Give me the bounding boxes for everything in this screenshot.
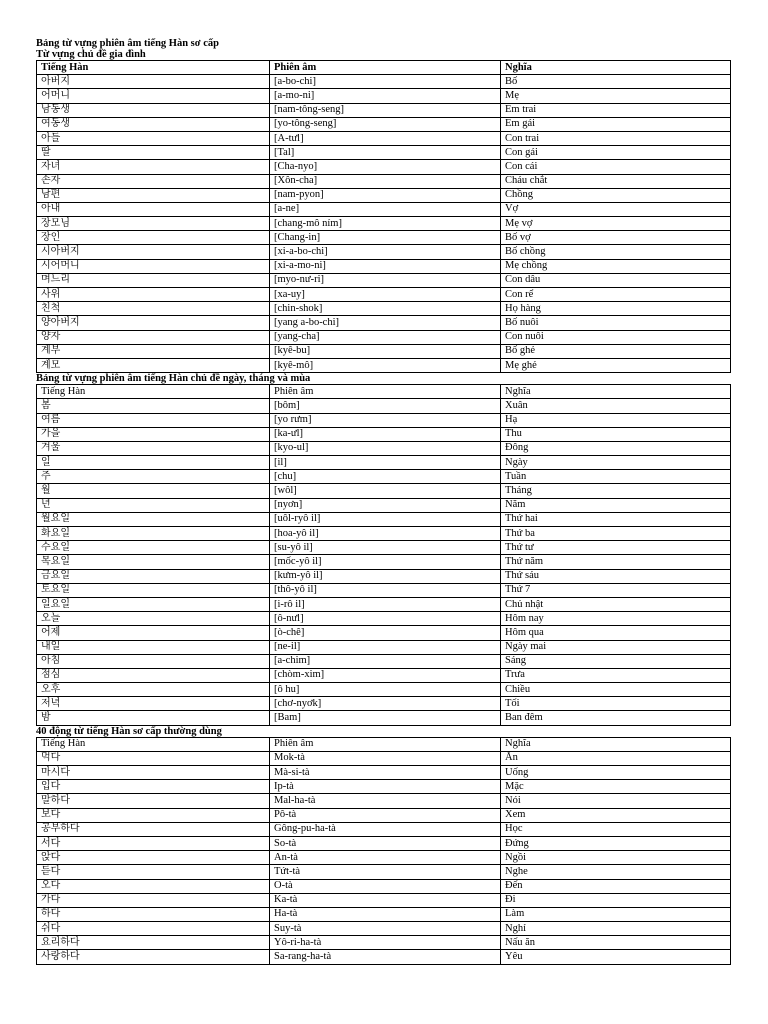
table-row: [37, 654, 731, 668]
cell-pronunciation: [hoa-yô il]: [270, 527, 501, 541]
cell-korean: 쉬다: [37, 922, 270, 936]
table-row: [37, 766, 731, 780]
cell-korean: 먹다: [37, 751, 270, 765]
header-pronunciation: Phiên âm: [270, 61, 501, 75]
cell-meaning: Con nuôi: [501, 330, 731, 344]
table-row: [37, 569, 731, 583]
cell-pronunciation: [chu]: [270, 470, 501, 484]
cell-korean: 장모님: [37, 217, 270, 231]
table-row: [37, 498, 731, 512]
table-row: [37, 751, 731, 765]
cell-pronunciation: Mà-si-tà: [270, 766, 501, 780]
cell-pronunciation: [uôl-ryô il]: [270, 512, 501, 526]
cell-meaning: Trưa: [501, 668, 731, 682]
cell-meaning: Đông: [501, 441, 731, 455]
table-row: [37, 344, 731, 358]
cell-pronunciation: [thô-yô il]: [270, 583, 501, 597]
cell-pronunciation: [bôm]: [270, 399, 501, 413]
table-row: [37, 879, 731, 893]
cell-meaning: Thứ 7: [501, 583, 731, 597]
cell-meaning: Đến: [501, 879, 731, 893]
table-row: [37, 711, 731, 725]
table-row: [37, 484, 731, 498]
header-korean: Tiếng Hàn: [37, 737, 270, 751]
cell-meaning: Sáng: [501, 654, 731, 668]
cell-korean: 양아버지: [37, 316, 270, 330]
cell-pronunciation: Tứt-tà: [270, 865, 501, 879]
table-row: [37, 780, 731, 794]
cell-meaning: Ngày: [501, 456, 731, 470]
cell-pronunciation: [a-bo-chi]: [270, 75, 501, 89]
cell-pronunciation: [yang-cha]: [270, 330, 501, 344]
cell-korean: 사위: [37, 288, 270, 302]
table-row: [37, 470, 731, 484]
cell-meaning: Họ hàng: [501, 302, 731, 316]
cell-korean: 월: [37, 484, 270, 498]
cell-meaning: Thứ ba: [501, 527, 731, 541]
table-header-row: [37, 61, 731, 75]
cell-pronunciation: [Xôn-cha]: [270, 174, 501, 188]
cell-korean: 여동생: [37, 117, 270, 131]
cell-meaning: Chiều: [501, 683, 731, 697]
cell-pronunciation: [ka-ưl]: [270, 427, 501, 441]
cell-meaning: Uống: [501, 766, 731, 780]
cell-pronunciation: [ò-chê]: [270, 626, 501, 640]
cell-pronunciation: [ne-il]: [270, 640, 501, 654]
cell-korean: 수요일: [37, 541, 270, 555]
cell-pronunciation: [mốc-yô il]: [270, 555, 501, 569]
cell-pronunciation: [chòm-xim]: [270, 668, 501, 682]
cell-meaning: Nghe: [501, 865, 731, 879]
table-header-row: [37, 737, 731, 751]
cell-korean: 겨울: [37, 441, 270, 455]
cell-meaning: Mẹ ghẻ: [501, 358, 731, 372]
cell-meaning: Mẹ: [501, 89, 731, 103]
table-row: [37, 456, 731, 470]
table-row: [37, 936, 731, 950]
cell-pronunciation: [nam-pyon]: [270, 188, 501, 202]
table-row: [37, 89, 731, 103]
cell-korean: 어머니: [37, 89, 270, 103]
cell-meaning: Thứ năm: [501, 555, 731, 569]
table-row: [37, 302, 731, 316]
cell-pronunciation: Gông-pu-ha-tà: [270, 822, 501, 836]
cell-korean: 일: [37, 456, 270, 470]
cell-korean: 공부하다: [37, 822, 270, 836]
cell-meaning: Thứ tư: [501, 541, 731, 555]
cell-meaning: Chủ nhật: [501, 597, 731, 611]
cell-pronunciation: [Cha-nyo]: [270, 160, 501, 174]
cell-meaning: Yêu: [501, 950, 731, 964]
cell-korean: 서다: [37, 836, 270, 850]
cell-korean: 일요일: [37, 597, 270, 611]
cell-meaning: Ngày mai: [501, 640, 731, 654]
cell-pronunciation: [xi-a-bo-chi]: [270, 245, 501, 259]
cell-korean: 입다: [37, 780, 270, 794]
table-row: [37, 103, 731, 117]
cell-pronunciation: O-tà: [270, 879, 501, 893]
cell-pronunciation: [Bam]: [270, 711, 501, 725]
cell-korean: 화요일: [37, 527, 270, 541]
cell-meaning: Nói: [501, 794, 731, 808]
cell-meaning: Chồng: [501, 188, 731, 202]
cell-korean: 하다: [37, 907, 270, 921]
cell-meaning: Con dâu: [501, 273, 731, 287]
cell-meaning: Xem: [501, 808, 731, 822]
section-heading-verbs: 40 động từ tiếng Hàn sơ cấp thường dùng: [36, 725, 222, 737]
cell-korean: 계모: [37, 358, 270, 372]
table-row: [37, 427, 731, 441]
cell-pronunciation: [yo-tông-seng]: [270, 117, 501, 131]
cell-korean: 오늘: [37, 612, 270, 626]
table-row: [37, 612, 731, 626]
table-row: [37, 174, 731, 188]
cell-korean: 사랑하다: [37, 950, 270, 964]
cell-korean: 시아버지: [37, 245, 270, 259]
cell-meaning: Thứ sáu: [501, 569, 731, 583]
cell-meaning: Tuần: [501, 470, 731, 484]
cell-korean: 여름: [37, 413, 270, 427]
cell-pronunciation: [A-tưl]: [270, 131, 501, 145]
table-row: [37, 583, 731, 597]
cell-pronunciation: Suy-tà: [270, 922, 501, 936]
cell-korean: 년: [37, 498, 270, 512]
cell-meaning: Xuân: [501, 399, 731, 413]
cell-pronunciation: [kyê-bu]: [270, 344, 501, 358]
table-row: [37, 697, 731, 711]
cell-pronunciation: [kyê-mô]: [270, 358, 501, 372]
cell-pronunciation: [chơ-nyơk]: [270, 697, 501, 711]
cell-meaning: Đứng: [501, 836, 731, 850]
cell-korean: 토요일: [37, 583, 270, 597]
table-row: [37, 75, 731, 89]
table-row: [37, 922, 731, 936]
table-row: [37, 117, 731, 131]
cell-korean: 밤: [37, 711, 270, 725]
cell-pronunciation: [il]: [270, 456, 501, 470]
cell-meaning: Thứ hai: [501, 512, 731, 526]
cell-meaning: Tháng: [501, 484, 731, 498]
cell-meaning: Tối: [501, 697, 731, 711]
table-row: [37, 131, 731, 145]
cell-pronunciation: [myo-nư-ri]: [270, 273, 501, 287]
cell-korean: 점심: [37, 668, 270, 682]
cell-pronunciation: Ha-tà: [270, 907, 501, 921]
cell-pronunciation: [chang-mô ním]: [270, 217, 501, 231]
cell-meaning: Em trai: [501, 103, 731, 117]
cell-korean: 앉다: [37, 851, 270, 865]
table-row: [37, 950, 731, 964]
cell-meaning: Ăn: [501, 751, 731, 765]
cell-meaning: Ngồi: [501, 851, 731, 865]
cell-korean: 마시다: [37, 766, 270, 780]
cell-pronunciation: [a-chim]: [270, 654, 501, 668]
cell-meaning: Bố: [501, 75, 731, 89]
table-row: [37, 245, 731, 259]
table-row: [37, 626, 731, 640]
table-row: [37, 231, 731, 245]
cell-meaning: Bố vợ: [501, 231, 731, 245]
cell-korean: 며느리: [37, 273, 270, 287]
table-row: [37, 273, 731, 287]
section-heading-days-months-seasons: Bảng từ vựng phiên âm tiếng Hàn chủ đề ngày, tháng và mùa: [36, 373, 311, 385]
cell-korean: 남동생: [37, 103, 270, 117]
cell-meaning: Hôm qua: [501, 626, 731, 640]
cell-korean: 어제: [37, 626, 270, 640]
table-row: [37, 316, 731, 330]
table-row: [37, 907, 731, 921]
table-row: [37, 640, 731, 654]
table-row: [37, 541, 731, 555]
table-row: [37, 836, 731, 850]
cell-pronunciation: Ip-tà: [270, 780, 501, 794]
cell-korean: 아내: [37, 202, 270, 216]
cell-pronunciation: An-tà: [270, 851, 501, 865]
cell-korean: 봄: [37, 399, 270, 413]
table-row: [37, 597, 731, 611]
cell-pronunciation: [su-yô il]: [270, 541, 501, 555]
cell-meaning: Con rể: [501, 288, 731, 302]
cell-meaning: Mẹ chồng: [501, 259, 731, 273]
table-row: [37, 865, 731, 879]
cell-korean: 딸: [37, 146, 270, 160]
cell-meaning: Vợ: [501, 202, 731, 216]
cell-pronunciation: [yo rưm]: [270, 413, 501, 427]
cell-korean: 남편: [37, 188, 270, 202]
document-title: Bảng từ vựng phiên âm tiếng Hàn sơ cấp: [36, 38, 219, 49]
header-meaning: Nghĩa: [501, 385, 731, 399]
cell-pronunciation: [xa-uy]: [270, 288, 501, 302]
header-meaning: Nghĩa: [501, 61, 731, 75]
cell-meaning: Hạ: [501, 413, 731, 427]
cell-meaning: Bố chồng: [501, 245, 731, 259]
cell-meaning: Con cái: [501, 160, 731, 174]
cell-pronunciation: Mok-tà: [270, 751, 501, 765]
cell-meaning: Đi: [501, 893, 731, 907]
cell-meaning: Mặc: [501, 780, 731, 794]
cell-korean: 말하다: [37, 794, 270, 808]
cell-pronunciation: [yang a-bo-chi]: [270, 316, 501, 330]
cell-korean: 내일: [37, 640, 270, 654]
cell-korean: 아침: [37, 654, 270, 668]
table-row: [37, 794, 731, 808]
cell-pronunciation: [nyơn]: [270, 498, 501, 512]
cell-korean: 친척: [37, 302, 270, 316]
verbs-table: [36, 737, 731, 965]
cell-korean: 오다: [37, 879, 270, 893]
cell-korean: 손자: [37, 174, 270, 188]
table-row: [37, 851, 731, 865]
table-row: [37, 527, 731, 541]
cell-korean: 월요일: [37, 512, 270, 526]
cell-korean: 양자: [37, 330, 270, 344]
table-row: [37, 441, 731, 455]
table-row: [37, 512, 731, 526]
cell-pronunciation: Yô-ri-ha-tà: [270, 936, 501, 950]
cell-pronunciation: Sa-rang-ha-tà: [270, 950, 501, 964]
cell-meaning: Bố ghẻ: [501, 344, 731, 358]
cell-korean: 요리하다: [37, 936, 270, 950]
table-row: [37, 330, 731, 344]
cell-pronunciation: [wôl]: [270, 484, 501, 498]
header-pronunciation: Phiên âm: [270, 385, 501, 399]
cell-korean: 저녁: [37, 697, 270, 711]
cell-korean: 보다: [37, 808, 270, 822]
document: [36, 38, 730, 965]
cell-pronunciation: Ka-tà: [270, 893, 501, 907]
table-row: [37, 808, 731, 822]
cell-pronunciation: [chin-shok]: [270, 302, 501, 316]
cell-korean: 오후: [37, 683, 270, 697]
cell-pronunciation: [kưm-yô il]: [270, 569, 501, 583]
table-row: [37, 822, 731, 836]
section-heading-family: Từ vựng chủ đề gia đình: [36, 49, 146, 60]
cell-meaning: Con trai: [501, 131, 731, 145]
cell-meaning: Nghỉ: [501, 922, 731, 936]
cell-pronunciation: [Chang-in]: [270, 231, 501, 245]
table-row: [37, 555, 731, 569]
cell-meaning: Cháu chắt: [501, 174, 731, 188]
cell-pronunciation: [i-rô il]: [270, 597, 501, 611]
table-row: [37, 188, 731, 202]
cell-pronunciation: [kyo-ul]: [270, 441, 501, 455]
cell-korean: 계부: [37, 344, 270, 358]
cell-korean: 가을: [37, 427, 270, 441]
cell-meaning: Năm: [501, 498, 731, 512]
cell-meaning: Làm: [501, 907, 731, 921]
table-row: [37, 202, 731, 216]
cell-pronunciation: [xi-a-mo-ni]: [270, 259, 501, 273]
cell-meaning: Hôm nay: [501, 612, 731, 626]
days-months-seasons-table: [36, 384, 731, 726]
cell-meaning: Bố nuôi: [501, 316, 731, 330]
cell-korean: 듣다: [37, 865, 270, 879]
cell-meaning: Mẹ vợ: [501, 217, 731, 231]
cell-korean: 자녀: [37, 160, 270, 174]
cell-pronunciation: [nam-tông-seng]: [270, 103, 501, 117]
cell-korean: 목요일: [37, 555, 270, 569]
cell-meaning: Nấu ăn: [501, 936, 731, 950]
cell-korean: 아들: [37, 131, 270, 145]
header-korean: Tiếng Hàn: [37, 385, 270, 399]
cell-pronunciation: [ô-nưl]: [270, 612, 501, 626]
table-row: [37, 146, 731, 160]
cell-korean: 장인: [37, 231, 270, 245]
cell-meaning: Thu: [501, 427, 731, 441]
table-header-row: [37, 385, 731, 399]
cell-pronunciation: Pô-tà: [270, 808, 501, 822]
table-row: [37, 413, 731, 427]
cell-korean: 주: [37, 470, 270, 484]
cell-korean: 시어머니: [37, 259, 270, 273]
header-korean: Tiếng Hàn: [37, 61, 270, 75]
table-row: [37, 358, 731, 372]
header-meaning: Nghĩa: [501, 737, 731, 751]
cell-pronunciation: [a-ne]: [270, 202, 501, 216]
cell-korean: 가다: [37, 893, 270, 907]
table-row: [37, 217, 731, 231]
family-vocabulary-table: [36, 60, 731, 373]
header-pronunciation: Phiên âm: [270, 737, 501, 751]
cell-pronunciation: Mal-ha-tà: [270, 794, 501, 808]
table-row: [37, 893, 731, 907]
cell-meaning: Em gái: [501, 117, 731, 131]
table-row: [37, 668, 731, 682]
table-row: [37, 683, 731, 697]
cell-korean: 아버지: [37, 75, 270, 89]
cell-pronunciation: [Tal]: [270, 146, 501, 160]
cell-pronunciation: [ô hu]: [270, 683, 501, 697]
cell-meaning: Học: [501, 822, 731, 836]
cell-pronunciation: So-tà: [270, 836, 501, 850]
table-row: [37, 259, 731, 273]
cell-pronunciation: [a-mo-ni]: [270, 89, 501, 103]
table-row: [37, 288, 731, 302]
table-row: [37, 399, 731, 413]
cell-meaning: Con gái: [501, 146, 731, 160]
cell-korean: 금요일: [37, 569, 270, 583]
table-row: [37, 160, 731, 174]
cell-meaning: Ban đêm: [501, 711, 731, 725]
